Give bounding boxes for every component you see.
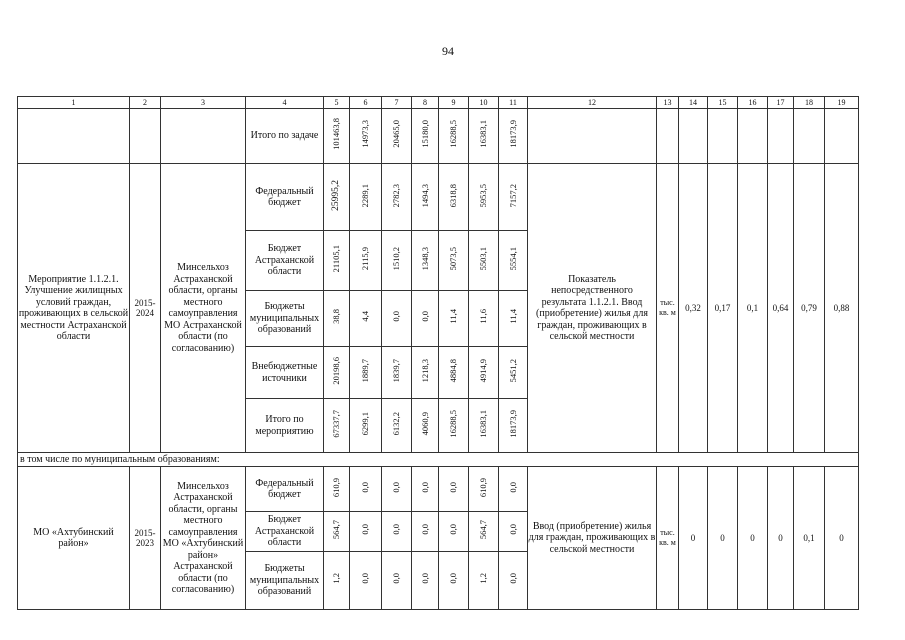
value-cell xyxy=(499,347,528,399)
empty-cell xyxy=(679,109,708,164)
value-text: 25995,2 xyxy=(330,179,341,211)
indicator-value: 0,17 xyxy=(708,164,738,453)
value-cell xyxy=(350,291,382,347)
header-cell: 14 xyxy=(679,97,708,109)
municipality-executor: Минсельхоз Астраханской области, органы местного самоуправления МО «Ахтубинский район» Астраханской области (по согласованию) xyxy=(161,467,246,610)
header-cell: 18 xyxy=(794,97,825,109)
value-cell xyxy=(382,164,412,231)
value-cell xyxy=(382,291,412,347)
value-text: 1839,7 xyxy=(391,359,402,383)
value-cell xyxy=(412,231,439,291)
indicator-value: 0,1 xyxy=(794,467,825,610)
value-text: 0,0 xyxy=(360,573,371,585)
value-cell xyxy=(469,347,499,399)
value-text: 0,0 xyxy=(419,573,430,585)
header-cell: 6 xyxy=(350,97,382,109)
value-text: 610,9 xyxy=(478,477,489,497)
indicator-value: 0,79 xyxy=(794,164,825,453)
value-cell xyxy=(350,552,382,610)
indicator-value: 0,32 xyxy=(679,164,708,453)
value-cell xyxy=(439,291,469,347)
source-label: Бюджеты муниципальных образований xyxy=(246,552,324,610)
value-text: 14973,3 xyxy=(360,120,371,149)
value-cell xyxy=(439,347,469,399)
value-text: 0,0 xyxy=(507,481,518,493)
value-cell xyxy=(469,467,499,512)
value-text: 0,0 xyxy=(360,481,371,493)
subheader-text: в том числе по муниципальным образованиям: xyxy=(18,453,859,467)
municipality-row xyxy=(18,467,859,512)
value-text: 20198,6 xyxy=(331,356,342,385)
measure-executor: Минсельхоз Астраханской области, органы местного самоуправления МО Астраханской области (по согласованию) xyxy=(161,164,246,453)
value-cell xyxy=(469,512,499,552)
value-cell xyxy=(324,291,350,347)
value-text: 16383,1 xyxy=(478,120,489,149)
value-text: 0,0 xyxy=(419,311,430,323)
value-cell xyxy=(469,399,499,453)
value-text: 5073,5 xyxy=(448,247,459,271)
header-cell: 5 xyxy=(324,97,350,109)
indicator-value: 0,1 xyxy=(738,164,768,453)
indicator-value: 0 xyxy=(708,467,738,610)
value-text: 11,4 xyxy=(507,309,518,325)
value-text: 0,0 xyxy=(448,573,459,585)
value-text: 0,0 xyxy=(391,573,402,585)
value-text: 1,2 xyxy=(331,573,342,585)
value-cell xyxy=(324,552,350,610)
indicator-value: 0 xyxy=(825,467,859,610)
header-cell: 3 xyxy=(161,97,246,109)
indicator-text: Ввод (приобретение) жилья для граждан, проживающих в сельской местности xyxy=(528,467,657,610)
value-text: 1494,3 xyxy=(419,183,430,207)
value-text: 38,8 xyxy=(331,309,342,325)
value-text: 610,9 xyxy=(331,477,342,497)
value-text: 2115,9 xyxy=(360,247,371,271)
value-text: 7157,2 xyxy=(507,183,518,207)
value-text: 0,0 xyxy=(448,481,459,493)
value-cell xyxy=(324,164,350,231)
header-cell: 15 xyxy=(708,97,738,109)
header-cell: 16 xyxy=(738,97,768,109)
value-cell xyxy=(382,467,412,512)
value-cell xyxy=(439,164,469,231)
value-cell xyxy=(382,347,412,399)
value-cell xyxy=(350,231,382,291)
indicator-value: 0,88 xyxy=(825,164,859,453)
value-cell xyxy=(350,347,382,399)
value-text: 0,0 xyxy=(360,524,371,536)
header-cell: 8 xyxy=(412,97,439,109)
measure-name: Мероприятие 1.1.2.1. Улучшение жилищных условий граждан, проживающих в сельской местности Астраханской области xyxy=(18,164,130,453)
value-cell xyxy=(469,552,499,610)
value-cell xyxy=(469,164,499,231)
value-cell xyxy=(350,109,382,164)
value-cell xyxy=(350,399,382,453)
source-label: Бюджет Астраханской области xyxy=(246,512,324,552)
value-cell xyxy=(439,512,469,552)
value-text: 4914,9 xyxy=(478,359,489,383)
value-text: 0,0 xyxy=(391,481,402,493)
header-cell: 10 xyxy=(469,97,499,109)
value-text: 4,4 xyxy=(360,311,371,323)
value-cell xyxy=(382,399,412,453)
empty-cell xyxy=(18,109,130,164)
value-cell xyxy=(412,467,439,512)
source-label: Бюджеты муниципальных образований xyxy=(246,291,324,347)
value-cell xyxy=(499,109,528,164)
value-cell xyxy=(469,231,499,291)
header-cell: 19 xyxy=(825,97,859,109)
value-cell xyxy=(439,467,469,512)
measure-period: 2015-2024 xyxy=(130,164,161,453)
municipality-name: МО «Ахтубинский район» xyxy=(18,467,130,610)
value-text: 67337,7 xyxy=(331,409,342,438)
empty-cell xyxy=(708,109,738,164)
value-cell xyxy=(412,552,439,610)
subheader-row xyxy=(18,453,859,467)
value-cell xyxy=(499,399,528,453)
indicator-value: 0 xyxy=(738,467,768,610)
value-text: 0,0 xyxy=(448,524,459,536)
value-cell xyxy=(324,231,350,291)
value-cell xyxy=(382,552,412,610)
measure-row xyxy=(18,164,859,231)
value-text: 2782,3 xyxy=(391,183,402,207)
header-cell: 17 xyxy=(768,97,794,109)
value-cell xyxy=(382,512,412,552)
page-number: 94 xyxy=(442,44,454,58)
value-text: 1348,3 xyxy=(419,247,430,271)
value-cell xyxy=(439,109,469,164)
indicator-text: Показатель непосредственного результата 1.1.2.1. Ввод (приобретение) жилья для граждан, проживающих в сельской местности xyxy=(528,164,657,453)
value-cell xyxy=(324,399,350,453)
header-cell: 9 xyxy=(439,97,469,109)
value-cell xyxy=(350,467,382,512)
value-text: 0,0 xyxy=(419,524,430,536)
value-text: 1889,7 xyxy=(360,359,371,383)
value-text: 16383,1 xyxy=(478,409,489,438)
value-text: 11,6 xyxy=(478,309,489,325)
empty-cell xyxy=(825,109,859,164)
value-cell xyxy=(499,552,528,610)
value-text: 18173,9 xyxy=(507,409,518,438)
value-cell xyxy=(499,467,528,512)
value-text: 6318,8 xyxy=(448,183,459,207)
unit-text: тыс. кв. м xyxy=(657,164,679,453)
value-cell xyxy=(412,291,439,347)
value-cell xyxy=(469,109,499,164)
header-cell: 2 xyxy=(130,97,161,109)
value-text: 5503,1 xyxy=(478,247,489,271)
value-text: 18173,9 xyxy=(507,120,518,149)
value-text: 16288,5 xyxy=(448,409,459,438)
value-text: 0,0 xyxy=(419,481,430,493)
value-cell xyxy=(439,552,469,610)
value-text: 0,0 xyxy=(507,524,518,536)
header-cell: 11 xyxy=(499,97,528,109)
header-row xyxy=(18,97,859,109)
header-cell: 1 xyxy=(18,97,130,109)
indicator-value: 0 xyxy=(768,467,794,610)
empty-cell xyxy=(794,109,825,164)
value-cell xyxy=(324,467,350,512)
value-text: 1,2 xyxy=(478,573,489,585)
empty-cell xyxy=(768,109,794,164)
header-cell: 4 xyxy=(246,97,324,109)
value-cell xyxy=(382,109,412,164)
indicator-value: 0 xyxy=(679,467,708,610)
value-text: 11,4 xyxy=(448,309,459,325)
header-cell: 13 xyxy=(657,97,679,109)
header-cell: 12 xyxy=(528,97,657,109)
value-text: 20465,0 xyxy=(391,120,402,149)
value-text: 21105,1 xyxy=(331,245,342,273)
value-cell xyxy=(412,399,439,453)
value-text: 6132,2 xyxy=(391,412,402,436)
value-text: 2289,1 xyxy=(360,183,371,207)
value-cell xyxy=(412,109,439,164)
value-cell xyxy=(382,231,412,291)
indicator-value: 0,64 xyxy=(768,164,794,453)
empty-cell xyxy=(161,109,246,164)
source-label: Федеральный бюджет xyxy=(246,164,324,231)
empty-cell xyxy=(130,109,161,164)
value-cell xyxy=(499,164,528,231)
header-cell: 7 xyxy=(382,97,412,109)
source-label: Итого по мероприятию xyxy=(246,399,324,453)
source-label: Бюджет Астраханской области xyxy=(246,231,324,291)
unit-text: тыс. кв. м xyxy=(657,467,679,610)
value-text: 1218,3 xyxy=(419,359,430,383)
value-text: 0,0 xyxy=(391,524,402,536)
empty-cell xyxy=(657,109,679,164)
value-text: 564,7 xyxy=(331,520,342,540)
value-cell xyxy=(412,512,439,552)
value-text: 0,0 xyxy=(391,311,402,323)
task-total-label: Итого по задаче xyxy=(246,109,324,164)
value-text: 1510,2 xyxy=(391,247,402,271)
value-cell xyxy=(324,109,350,164)
empty-cell xyxy=(528,109,657,164)
municipality-period: 2015-2023 xyxy=(130,467,161,610)
task-total-row xyxy=(18,109,859,164)
value-text: 16288,5 xyxy=(448,120,459,149)
value-cell xyxy=(499,291,528,347)
value-text: 0,0 xyxy=(507,573,518,585)
value-text: 564,7 xyxy=(478,520,489,540)
value-cell xyxy=(499,512,528,552)
value-text: 4060,9 xyxy=(419,412,430,436)
value-cell xyxy=(439,231,469,291)
budget-table xyxy=(17,96,859,610)
empty-cell xyxy=(738,109,768,164)
value-cell xyxy=(412,347,439,399)
value-cell xyxy=(499,231,528,291)
value-text: 5554,1 xyxy=(507,247,518,271)
value-text: 15180,0 xyxy=(419,120,430,149)
value-cell xyxy=(469,291,499,347)
value-text: 101463,8 xyxy=(331,118,342,151)
value-cell xyxy=(324,512,350,552)
source-label: Федеральный бюджет xyxy=(246,467,324,512)
value-text: 4884,8 xyxy=(448,359,459,383)
source-label: Внебюджетные источники xyxy=(246,347,324,399)
value-text: 5953,5 xyxy=(478,183,489,207)
value-text: 5451,2 xyxy=(507,359,518,383)
value-cell xyxy=(324,347,350,399)
value-cell xyxy=(350,164,382,231)
value-cell xyxy=(439,399,469,453)
value-text: 6299,1 xyxy=(360,412,371,436)
value-cell xyxy=(412,164,439,231)
value-cell xyxy=(350,512,382,552)
